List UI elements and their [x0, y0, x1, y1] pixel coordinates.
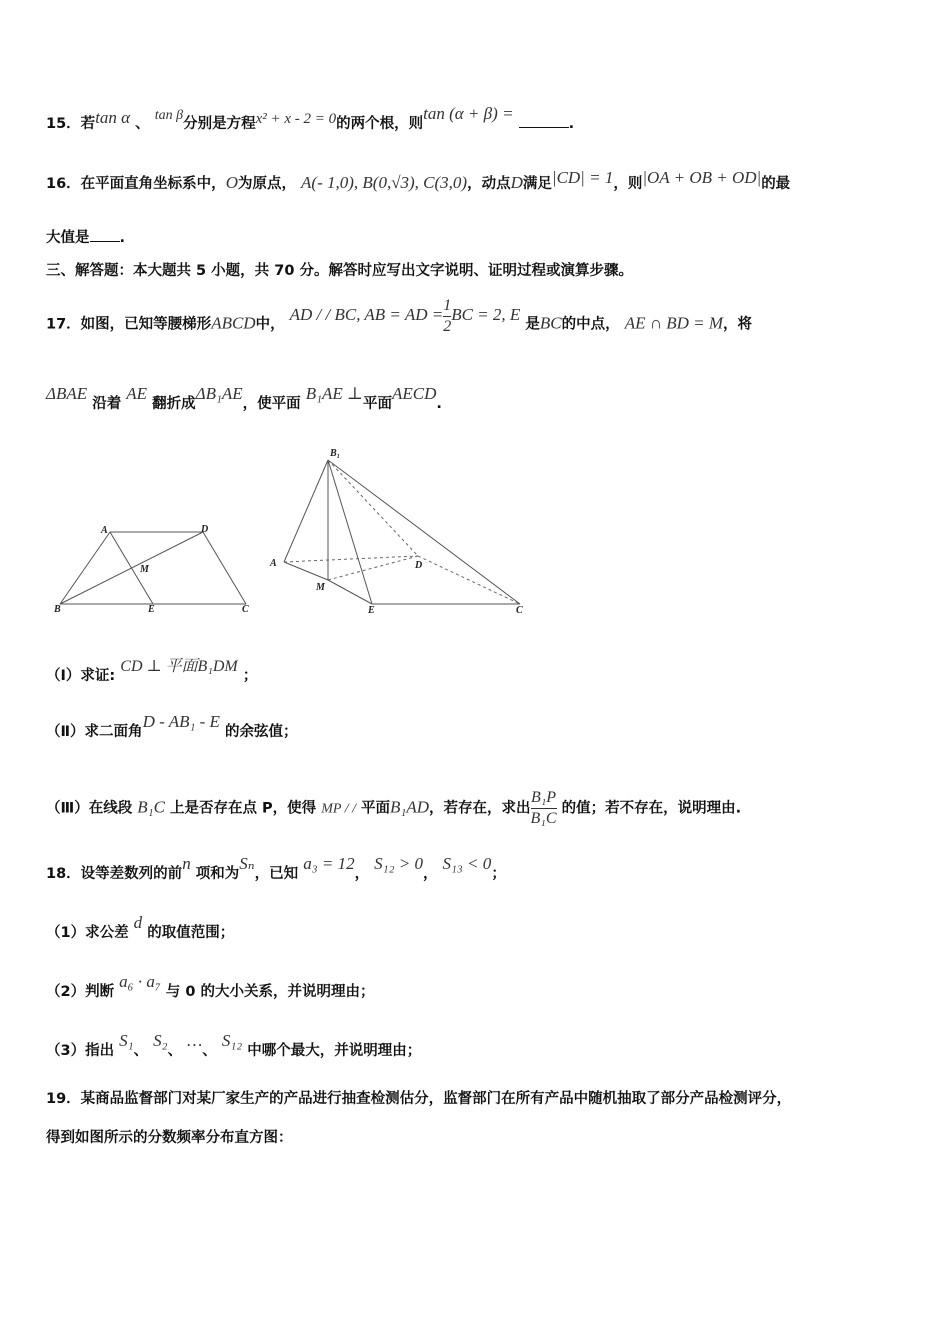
edge-dc [203, 532, 246, 604]
edge-b1c [328, 460, 520, 604]
q18-p3-sep3: 、 [202, 1043, 217, 1059]
q18-sep1: ， [354, 866, 370, 882]
q15-sep: 、 [135, 116, 150, 132]
q18-part-2 [46, 972, 375, 1001]
q16-text5: 的最 [761, 176, 791, 192]
trapezoid-figure [60, 532, 246, 604]
q17-p3-text1: 上是否存在点 P，使得 [169, 800, 317, 817]
q18-p3-ellipsis: … [187, 1031, 203, 1050]
q17-triangle-b1ae: ΔB₁AE [195, 384, 243, 403]
q17-p3-text3: ，若存在，求出 [429, 800, 531, 817]
q18-part-3 [46, 1031, 422, 1060]
q18-p3-sep2: 、 [167, 1043, 183, 1059]
q16-points: A(- 1,0), B(0,√3), C(3,0) [301, 173, 468, 192]
q17-p1-math: CD ⊥ 平面B₁DM [120, 658, 238, 675]
q17-l2-text1: 沿着 [92, 396, 122, 412]
question-19-line2: 得到如图所示的分数频率分布直方图： [46, 1130, 293, 1146]
question-15 [46, 104, 575, 133]
q16-answer-blank [90, 227, 120, 242]
q17-p3-mp: MP / / [321, 801, 356, 817]
q17-bc: BC [539, 313, 562, 333]
q18-p3-text: 中哪个最大，并说明理由； [247, 1043, 422, 1059]
q17-plane-aecd: AECD [392, 384, 437, 403]
q18-s13: S₁₃ < 0 [442, 854, 492, 873]
edge-b1e [328, 460, 372, 604]
q16-vector-sum: |OA + OB + OD| [642, 168, 762, 187]
q18-p1-label: （1）求公差 [46, 925, 129, 941]
edge-dc-hidden [418, 556, 520, 604]
q18-end: ； [491, 866, 506, 882]
fig1-label-e: E [148, 604, 155, 615]
q15-tan-sum: tan (α + β) = [423, 104, 514, 123]
q17-part-1 [46, 658, 258, 685]
q17-number: 17．如图，已知等腰梯形 [46, 316, 212, 333]
edge-md-hidden [328, 556, 418, 580]
q18-p1-d: d [133, 913, 143, 932]
q18-sn: Sₙ [239, 854, 255, 873]
q17-p2-text: 的余弦值； [224, 724, 298, 740]
q17-ae: AE [126, 384, 148, 403]
q17-p1-label: （Ⅰ）求证: [46, 668, 116, 684]
q16-text3: 满足 [522, 176, 552, 192]
q17-p3-frac-num: B₁P [530, 789, 557, 806]
q15-text2: 的两个根，则 [336, 116, 424, 132]
q18-p2-label: （2）判断 [46, 984, 115, 1000]
q17-text2: 是 [525, 316, 540, 333]
q17-p3-b1c: B₁C [137, 797, 165, 817]
q15-number: 15．若 [46, 116, 96, 132]
q17-p3-plane: B₁AD [390, 797, 430, 817]
fig1-label-m: M [140, 564, 149, 575]
q18-sep2: ， [422, 866, 438, 882]
fig1-label-c: C [242, 604, 249, 615]
q17-p3-label: （Ⅲ）在线段 [46, 800, 133, 817]
question-17-line2 [46, 384, 442, 413]
q16-number: 16．在平面直角坐标系中， [46, 176, 226, 192]
q17-text1: 中， [255, 316, 285, 333]
q15-text1: 分别是方程 [183, 116, 256, 132]
q15-equation: x² + x - 2 = 0 [255, 111, 337, 127]
q17-figures [0, 440, 950, 620]
q15-answer-blank [519, 113, 569, 128]
q17-l2-text2: 翻折成 [152, 396, 196, 412]
q15-tan-alpha: tan α [95, 108, 131, 127]
edge-ba [60, 532, 110, 604]
fig1-label-a: A [101, 525, 108, 536]
q18-p3-s1: S₁ [119, 1031, 134, 1050]
q17-half-den: 2 [443, 318, 452, 335]
fig2-label-m: M [316, 582, 325, 593]
q15-tan-beta: tan β [154, 108, 184, 123]
q16-end: . [119, 230, 126, 246]
q16-cd-cond: |CD| = 1 [551, 168, 614, 187]
q16-origin: O [225, 173, 238, 192]
q18-number: 18．设等差数列的前 [46, 866, 183, 882]
q18-s12: S₁₂ > 0 [374, 854, 423, 873]
q15-end: . [568, 116, 575, 132]
question-18 [46, 854, 506, 883]
q17-l2-text3: ，使平面 [242, 396, 301, 412]
q17-p3-frac-den: B₁C [530, 810, 557, 827]
q17-plane-b1ae: B₁AE ⊥ [305, 384, 364, 403]
q18-p3-label: （3）指出 [46, 1043, 115, 1059]
edge-bd [60, 532, 203, 604]
q17-text3: 的中点， [561, 316, 620, 333]
q17-p3-text4: 的值；若不存在，说明理由. [561, 800, 742, 817]
q17-l2-text4: 平面 [363, 396, 393, 412]
q16-text2: ，动点 [467, 176, 511, 192]
q18-p1-text: 的取值范围； [147, 925, 235, 941]
q17-p1-end: ； [242, 668, 258, 684]
q17-l2-end: . [436, 396, 442, 412]
q17-triangle-bae: ΔBAE [46, 384, 88, 403]
q17-p2-label: （Ⅱ）求二面角 [46, 724, 143, 740]
q17-condition-a: AD / / BC, AB = AD = [289, 304, 444, 324]
q18-part-1 [46, 913, 235, 942]
fig2-label-b1: B₁ [330, 448, 341, 459]
edge-am [284, 562, 328, 580]
q17-text4: ，将 [723, 316, 753, 333]
q17-part-3 [46, 790, 741, 827]
q18-p2-text: 与 0 的大小关系，并说明理由； [165, 984, 375, 1000]
q17-intersection: AE ∩ BD = M [624, 313, 724, 333]
q17-abcd: ABCD [211, 313, 256, 333]
q17-p3-fraction [531, 790, 557, 827]
q16-text4: ，则 [613, 176, 643, 192]
q17-condition-b: BC = 2, E [451, 304, 521, 324]
q16-line2-text: 大值是 [46, 230, 90, 246]
fig1-label-b: B [54, 604, 61, 615]
q17-part-2 [46, 712, 298, 741]
question-16-line2 [46, 226, 125, 247]
question-19: 19．某商品监督部门对某厂家生产的产品进行抽查检测估分，监督部门在所有产品中随机抽取了部分产品检测评分， [46, 1091, 792, 1107]
fig2-label-d: D [415, 560, 423, 571]
q17-p3-text2: 平面 [361, 800, 391, 817]
q18-a3: a₃ = 12 [303, 854, 355, 873]
q17-p2-math: D - AB₁ - E [142, 712, 220, 731]
q16-point-d: D [510, 173, 523, 192]
fig2-label-e: E [368, 605, 375, 616]
fig1-label-d: D [201, 524, 209, 535]
q18-p3-sep1: 、 [133, 1043, 149, 1059]
question-17 [46, 297, 753, 343]
edge-b1d-hidden [328, 460, 418, 556]
q18-n: n [182, 854, 191, 873]
section-3-heading: 三、解答题：本大题共 5 小题，共 70 分。解答时应写出文字说明、证明过程或演算步骤。 [46, 263, 633, 279]
q18-p3-s2: S₂ [153, 1031, 168, 1050]
q18-text1: 项和为 [195, 866, 240, 882]
q18-p3-s12: S₁₂ [221, 1031, 243, 1050]
q18-text2: ，已知 [254, 866, 299, 882]
edge-b1a [284, 460, 328, 562]
q17-p3-frac-bar [531, 808, 557, 809]
q16-text1: 为原点， [237, 176, 296, 192]
fig2-label-c: C [516, 605, 523, 616]
q17-half-num: 1 [443, 297, 452, 314]
question-16 [46, 168, 791, 193]
fig2-label-a: A [270, 558, 277, 569]
q18-p2-product: a₆ · a₇ [119, 972, 161, 991]
